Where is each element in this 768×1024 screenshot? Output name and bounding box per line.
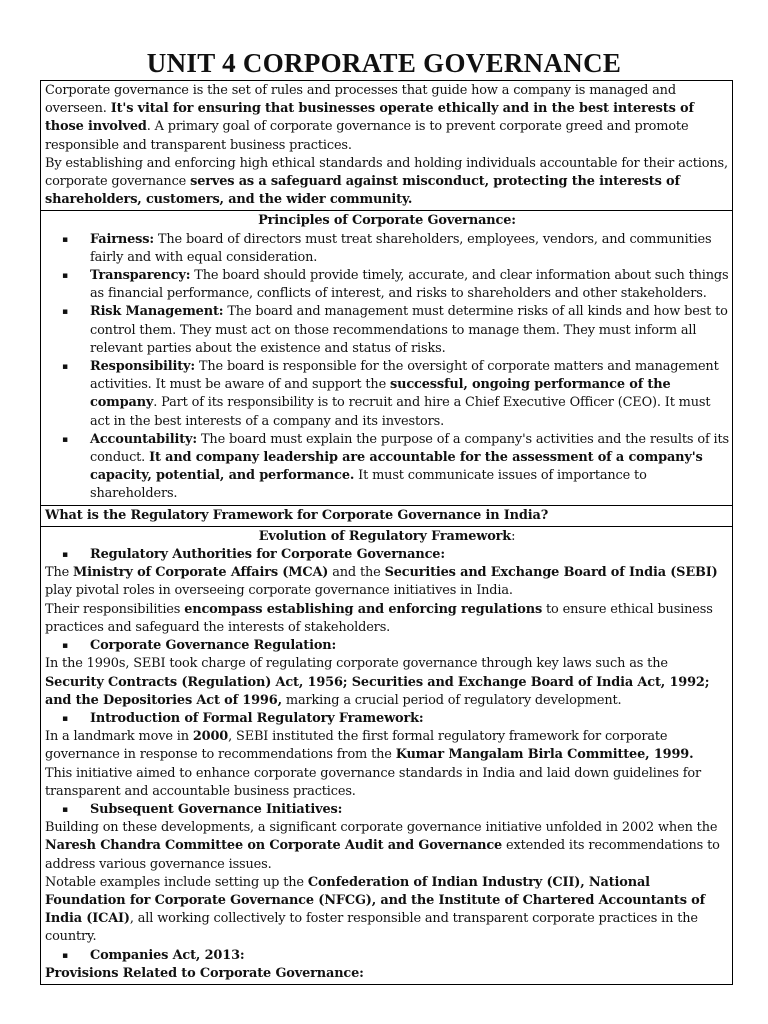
item-text: It must communicate issues of importance to shareholders. [90, 468, 647, 502]
intro-text: By establishing and enforcing high ethical standards and holding individuals accountable for their actions, corporate governance [45, 155, 728, 190]
evolution-heading-colon: : [511, 528, 516, 544]
evolution-heading-text: Evolution of Regulatory Framework [258, 528, 512, 544]
paragraph [45, 655, 729, 710]
question-heading: What is the Regulatory Framework for Corporate Governance in India? [45, 507, 549, 523]
bold-text: Security Contracts (Regulation) Act, 1956; Securities and Exchange Board of India Act, 1992; and the Depositories Act of 1996, [45, 674, 710, 708]
bullet-icon: ▪ [62, 434, 68, 445]
bold-text: Securities and Exchange Board of India (SEBI) [384, 565, 718, 581]
item-text: The board and management must determine risks of all kinds and how best to control them. They must act on those recommendations to manage them. They must inform all relevant parties about the existence and status of risks. [90, 304, 728, 356]
item-text: The board of directors must treat shareholders, employees, vendors, and communities fairly and with equal consideration. [90, 231, 712, 265]
page-title: UNIT 4 CORPORATE GOVERNANCE [146, 48, 622, 78]
item-text: The board should provide timely, accurate, and clear information about such things as financial performance, conflicts of interest, and risks to shareholders and other stakeholders. [90, 268, 729, 302]
text: play pivotal roles in overseeing corporate governance initiatives in India. [45, 583, 513, 599]
question-cell [41, 506, 732, 527]
intro-paragraph-1 [45, 82, 729, 155]
subsection-title: Companies Act, 2013: [90, 947, 245, 963]
subsection-title: Introduction of Formal Regulatory Framework: [90, 710, 424, 726]
text: to ensure ethical business practices and safeguard the interests of stakeholders. [45, 601, 713, 635]
bullet-icon: ▪ [62, 550, 68, 561]
subsection-heading [45, 546, 729, 564]
paragraph [45, 564, 729, 600]
bold-text: Ministry of Corporate Affairs (MCA) [73, 565, 329, 581]
subsection-heading [45, 637, 729, 655]
text: Building on these developments, a significant corporate governance initiative unfolded in 2002 when the [45, 820, 718, 836]
principles-cell [41, 211, 732, 505]
item-label: Fairness: [90, 231, 154, 247]
subsection-title: Corporate Governance Regulation: [90, 638, 337, 654]
paragraph [45, 728, 729, 764]
subsection-title: Subsequent Governance Initiatives: [90, 801, 343, 817]
item-label: Responsibility: [90, 359, 195, 375]
bold-text: encompass establishing and enforcing regulations [184, 601, 543, 617]
provisions-heading: Provisions Related to Corporate Governance: [45, 965, 364, 981]
text: , SEBI instituted the first formal regulatory framework for corporate governance in response to recommendations from the [45, 729, 668, 763]
intro-bold: It's vital for ensuring that businesses operate ethically and in the best interests of those involved [45, 101, 694, 135]
intro-bold: serves as a safeguard against misconduct, protecting the interests of shareholders, customers, and the wider community. [45, 174, 680, 208]
bullet-icon: ▪ [62, 950, 68, 961]
bold-text: Confederation of Indian Industry (CII), National Foundation for Corporate Governance (NFCG), and the Institute of Chartered Accountants of India (ICAI) [45, 874, 706, 927]
bullet-icon: ▪ [62, 641, 68, 652]
subsection-heading [45, 801, 729, 819]
list-item [45, 267, 729, 303]
item-text: . Part of its responsibility is to recruit and hire a Chief Executive Officer (CEO). It must act in the best interests of a company and its investors. [90, 395, 711, 429]
paragraph [45, 819, 729, 874]
text: marking a crucial period of regulatory development. [281, 692, 622, 708]
bullet-icon: ▪ [62, 307, 68, 318]
intro-text: . A primary goal of corporate governance is to prevent corporate greed and promote responsible and transparent business practices. [45, 119, 689, 153]
item-bold: It and company leadership are accountable for the assessment of a company's capacity, potential, and performance. [90, 450, 703, 484]
bullet-icon: ▪ [62, 713, 68, 724]
list-item [45, 231, 729, 267]
text: Notable examples include setting up the [45, 874, 308, 890]
bullet-icon: ▪ [62, 804, 68, 815]
text: Their responsibilities [45, 601, 185, 617]
list-item [45, 358, 729, 431]
item-bold: successful, ongoing performance of the company [90, 377, 671, 411]
evolution-cell [41, 527, 732, 984]
principles-heading: Principles of Corporate Governance: [258, 213, 516, 229]
item-text: The board must explain the purpose of a company's activities and the results of its conduct. [90, 431, 729, 466]
text: and the [328, 565, 385, 581]
item-label: Transparency: [90, 268, 191, 284]
evolution-heading [45, 528, 729, 546]
intro-text: Corporate governance is the set of rules and processes that guide how a company is managed and overseen. [45, 83, 676, 117]
intro-paragraph-2 [45, 155, 729, 210]
text: , all working collectively to foster responsible and transparent corporate practices in the country. [45, 911, 698, 945]
bold-text: 2000 [192, 729, 229, 745]
text: The [45, 565, 74, 581]
item-label: Risk Management: [90, 304, 224, 320]
paragraph [45, 765, 729, 801]
content-table [40, 80, 733, 985]
item-label: Accountability: [90, 431, 198, 447]
bullet-icon: ▪ [62, 362, 68, 373]
list-item [45, 303, 729, 358]
subsection-title: Regulatory Authorities for Corporate Governance: [90, 547, 445, 563]
bold-text: Kumar Mangalam Birla Committee, 1999. [395, 747, 694, 763]
paragraph [45, 874, 729, 947]
intro-cell [41, 81, 732, 211]
text: In the 1990s, SEBI took charge of regulating corporate governance through key laws such as the [45, 656, 668, 672]
subsection-heading [45, 710, 729, 728]
bold-text: Naresh Chandra Committee on Corporate Audit and Governance [45, 838, 503, 854]
list-item [45, 431, 729, 504]
item-text: The board is responsible for the oversight of corporate matters and management activities. It must be aware of and support the [90, 359, 719, 393]
subsection-heading [45, 947, 729, 965]
text: In a landmark move in [45, 729, 193, 745]
paragraph [45, 601, 729, 637]
text: extended its recommendations to address various governance issues. [45, 838, 720, 872]
bullet-icon: ▪ [62, 234, 68, 245]
text: This initiative aimed to enhance corporate governance standards in India and laid down guidelines for transparent and accountable business practices. [45, 765, 702, 799]
bullet-icon: ▪ [62, 271, 68, 282]
